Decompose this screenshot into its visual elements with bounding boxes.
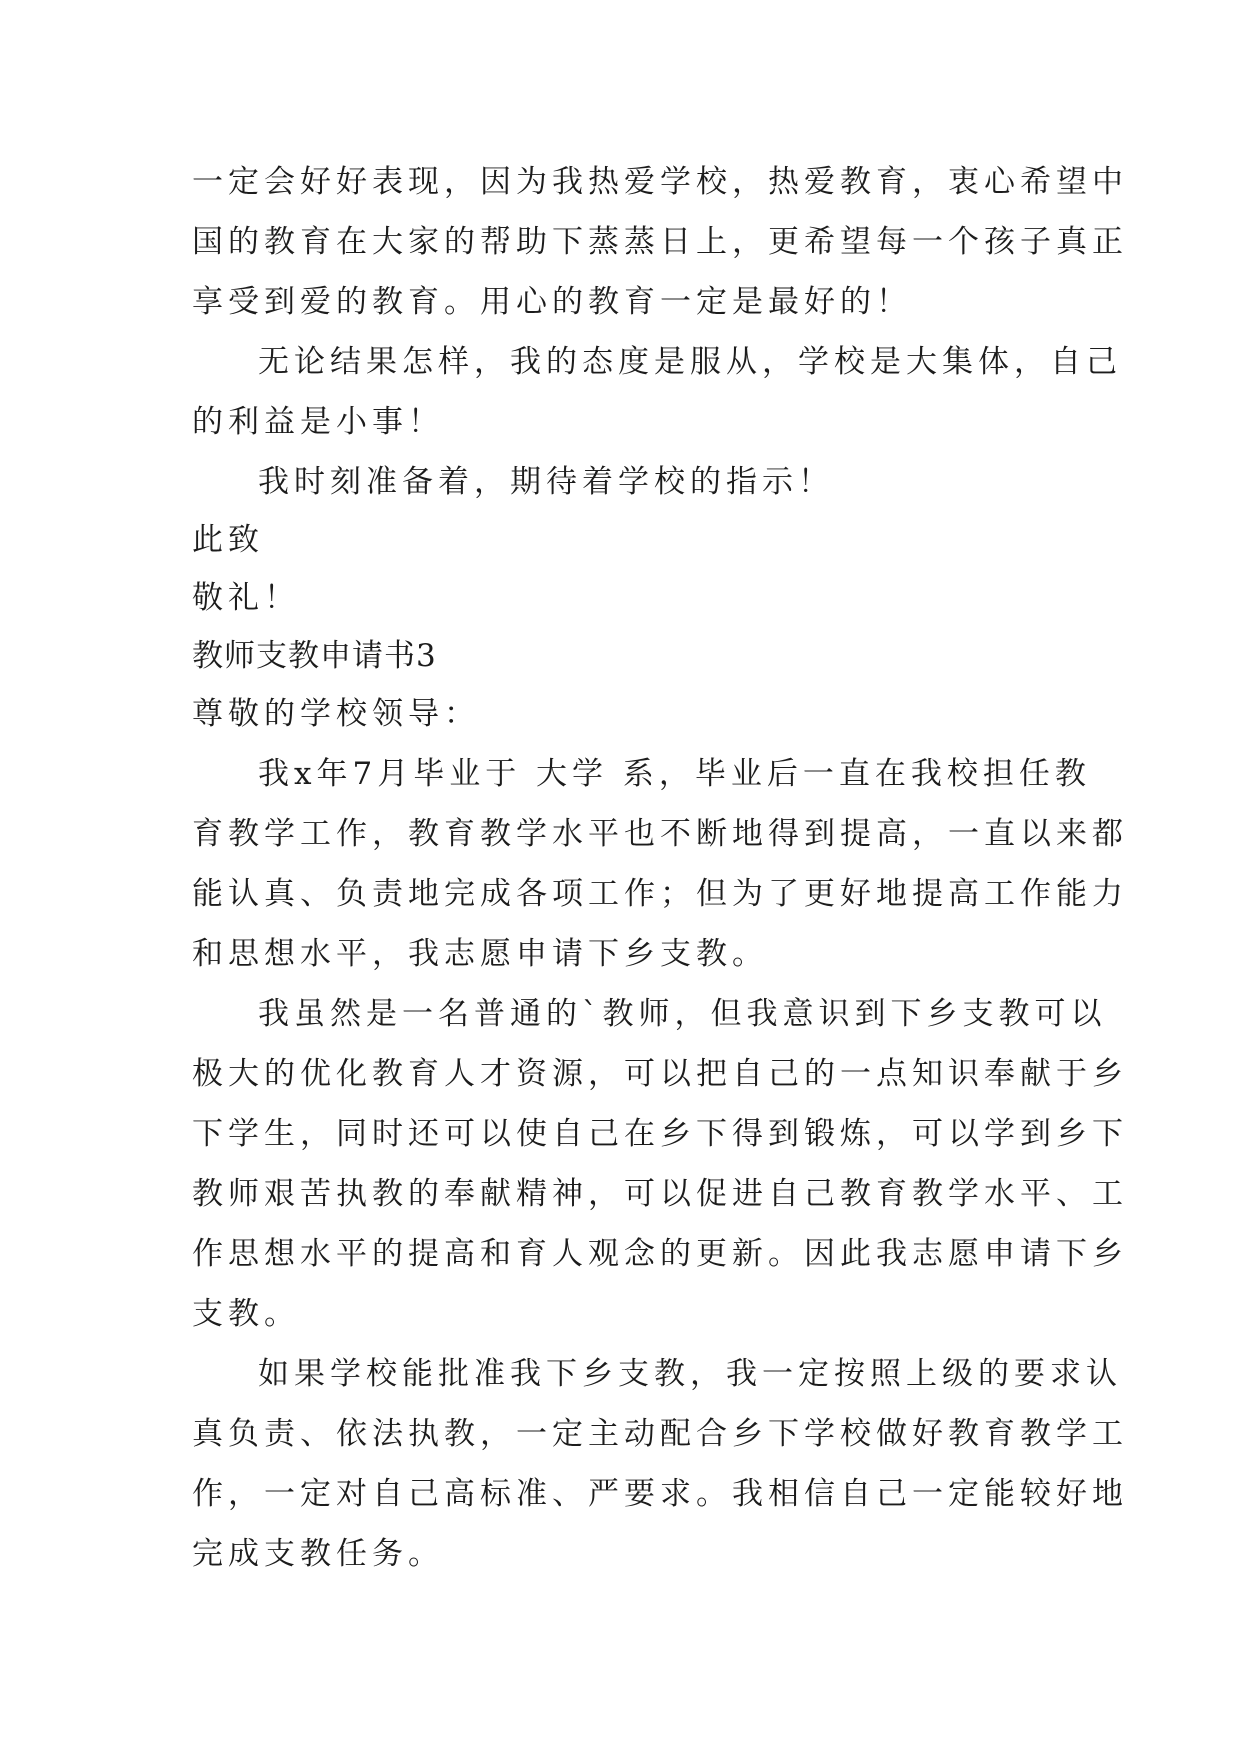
closing-regards: 敬礼！ (192, 580, 300, 616)
paragraph-line: 下学生，同时还可以使自己在乡下得到锻炼，可以学到乡下 (192, 1116, 1128, 1152)
paragraph-line: 真负责、依法执教，一定主动配合乡下学校做好教育教学工 (192, 1416, 1128, 1452)
paragraph-line: 无论结果怎样，我的态度是服从，学校是大集体，自己 (258, 344, 1122, 380)
greeting-line: 尊敬的学校领导： (192, 696, 480, 732)
paragraph-line: 极大的优化教育人才资源，可以把自己的一点知识奉献于乡 (192, 1056, 1128, 1092)
paragraph-line: 我虽然是一名普通的`教师，但我意识到下乡支教可以 (258, 996, 1107, 1032)
paragraph-line: 一定会好好表现，因为我热爱学校，热爱教育，衷心希望中 (192, 164, 1128, 200)
paragraph-line: 我x年7月毕业于 大学 系，毕业后一直在我校担任教 (258, 756, 1091, 792)
paragraph-line: 完成支教任务。 (192, 1536, 444, 1572)
closing-salutation: 此致 (192, 522, 264, 558)
paragraph-line: 和思想水平，我志愿申请下乡支教。 (192, 936, 768, 972)
paragraph-line: 我时刻准备着，期待着学校的指示！ (258, 464, 834, 500)
paragraph-line: 如果学校能批准我下乡支教，我一定按照上级的要求认 (258, 1356, 1122, 1392)
paragraph-line: 享受到爱的教育。用心的教育一定是最好的！ (192, 284, 912, 320)
paragraph-line: 国的教育在大家的帮助下蒸蒸日上，更希望每一个孩子真正 (192, 224, 1128, 260)
paragraph-line: 作，一定对自己高标准、严要求。我相信自己一定能较好地 (192, 1476, 1128, 1512)
paragraph-line: 教师艰苦执教的奉献精神，可以促进自己教育教学水平、工 (192, 1176, 1128, 1212)
paragraph-line: 育教学工作，教育教学水平也不断地得到提高，一直以来都 (192, 816, 1128, 852)
paragraph-line: 支教。 (192, 1296, 300, 1332)
paragraph-line: 作思想水平的提高和育人观念的更新。因此我志愿申请下乡 (192, 1236, 1128, 1272)
paragraph-line: 的利益是小事！ (192, 404, 444, 440)
paragraph-line: 能认真、负责地完成各项工作；但为了更好地提高工作能力 (192, 876, 1128, 912)
section-title: 教师支教申请书3 (192, 638, 437, 674)
